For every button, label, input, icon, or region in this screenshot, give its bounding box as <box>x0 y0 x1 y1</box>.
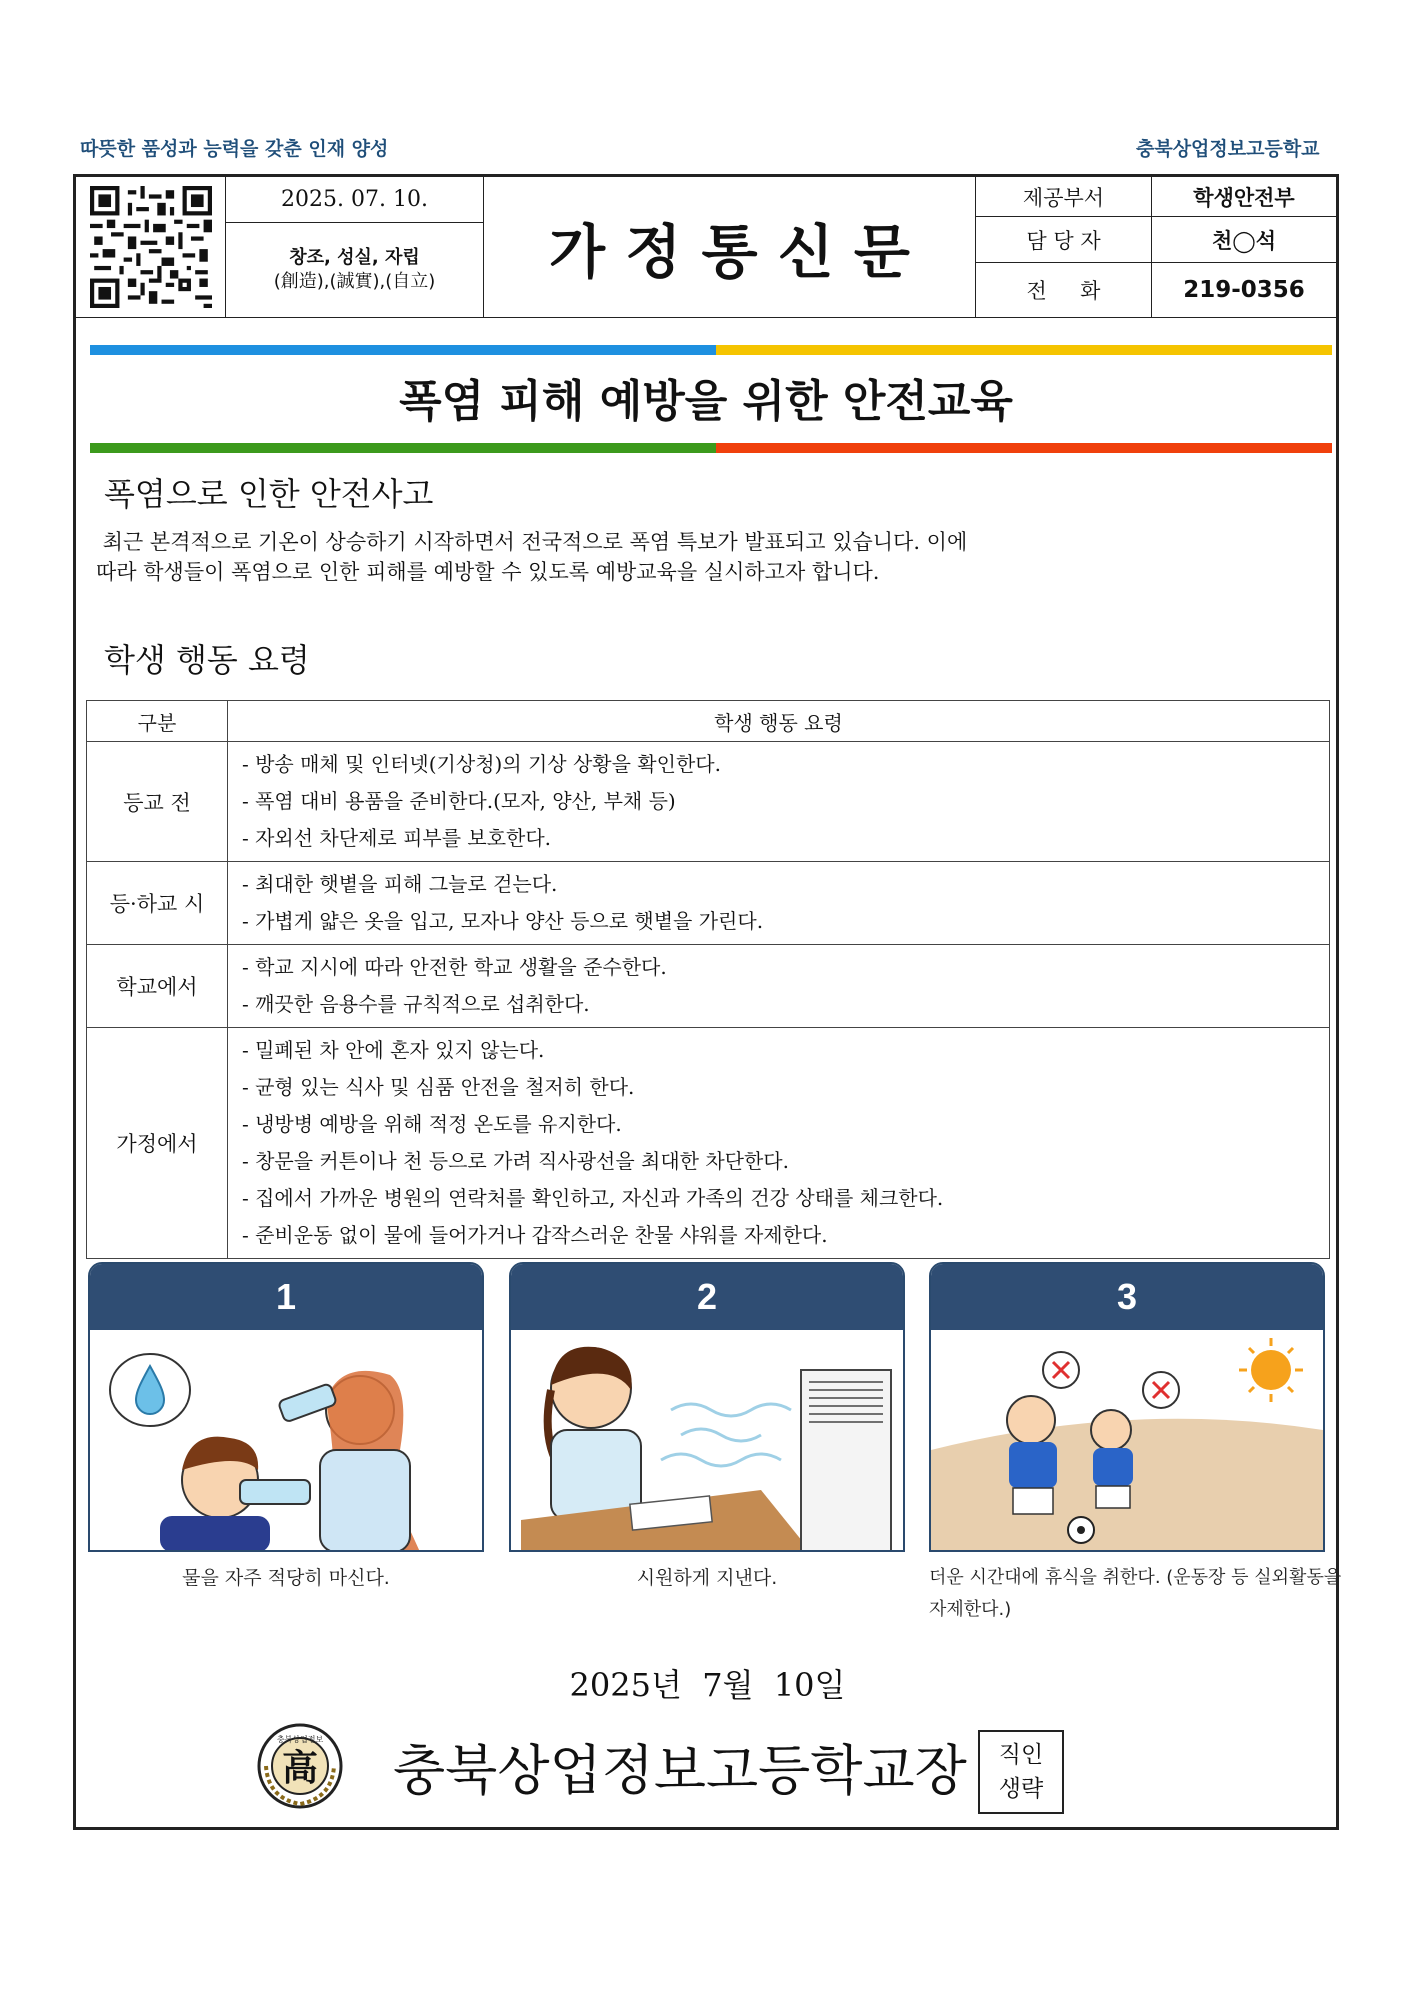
row-items <box>228 1028 1330 1259</box>
list-item: - 가볍게 얇은 옷을 입고, 모자나 양산 등으로 햇볕을 가린다. <box>242 909 764 933</box>
values-hanja: (創造),(誠實),(自立) <box>273 271 436 292</box>
caption-3-line-1: 더운 시간대에 휴식을 취한다. (운동장 등 실외활동을 <box>929 1567 1342 1588</box>
list-item: - 자외선 차단제로 피부를 보호한다. <box>242 826 552 850</box>
values-korean: 창조, 성실, 자립 <box>289 247 420 268</box>
panel-number: 1 <box>90 1264 482 1330</box>
caption-1: 물을 자주 적당히 마신다. <box>182 1567 390 1589</box>
seal-ring-text: 충북상업정보 <box>276 1735 324 1744</box>
list-item: - 최대한 햇볕을 피해 그늘로 걷는다. <box>242 872 558 896</box>
list-item: - 방송 매체 및 인터넷(기상청)의 기상 상황을 확인한다. <box>242 752 721 776</box>
qr-code-cell <box>76 177 226 318</box>
row-items <box>228 945 1330 1028</box>
issue-date: 2025. 07. 10. <box>226 177 484 223</box>
list-item: - 학교 지시에 따라 안전한 학교 생활을 준수한다. <box>242 955 667 979</box>
row-category: 가정에서 <box>87 1028 228 1259</box>
bottom-bar-red <box>716 443 1332 453</box>
table-header-row <box>87 701 1330 742</box>
info-label-phone: 전 화 <box>976 263 1152 318</box>
panel-number: 3 <box>931 1264 1323 1330</box>
illustration-panel-1 <box>88 1262 484 1552</box>
info-label-dept: 제공부서 <box>976 177 1152 217</box>
principal-name: 충북상업정보고등학교장 <box>393 1739 967 1802</box>
info-table <box>976 177 1336 318</box>
footer-date: 2025년 7월 10일 <box>569 1666 846 1704</box>
row-category: 등·하교 시 <box>87 862 228 945</box>
row-items <box>228 862 1330 945</box>
list-item: - 밀폐된 차 안에 혼자 있지 않는다. <box>242 1038 545 1062</box>
qr-code-icon[interactable] <box>87 186 215 308</box>
list-item: - 폭염 대비 용품을 준비한다.(모자, 양산, 부채 등) <box>242 789 676 813</box>
panel-number: 2 <box>511 1264 903 1330</box>
list-item: - 냉방병 예방을 위해 적정 온도를 유지한다. <box>242 1112 622 1136</box>
info-label-person: 담 당 자 <box>976 217 1152 263</box>
rest-in-shade-illustration <box>931 1330 1323 1552</box>
main-title: 폭염 피해 예방을 위한 안전교육 <box>399 376 1013 427</box>
cooling-illustration <box>511 1330 903 1552</box>
behavior-table <box>86 700 1330 1259</box>
info-value-person: 천◯석 <box>1152 217 1336 263</box>
bottom-bar-green <box>90 443 716 453</box>
list-item: - 균형 있는 식사 및 심품 안전을 철저히 한다. <box>242 1075 635 1099</box>
info-value-dept: 학생안전부 <box>1152 177 1336 217</box>
illustration-panel-2 <box>509 1262 905 1552</box>
list-item: - 준비운동 없이 물에 들어가거나 갑작스러운 찬물 샤워를 자제한다. <box>242 1223 828 1247</box>
school-seal <box>256 1722 344 1810</box>
list-item: - 집에서 가까운 병원의 연락처를 확인하고, 자신과 가족의 건강 상태를 체크한다. <box>242 1186 944 1210</box>
motto: 따뜻한 품성과 능력을 갖춘 인재 양성 <box>80 138 389 160</box>
table-row <box>87 945 1330 1028</box>
caption-3-line-2: 자제한다.) <box>929 1599 1012 1620</box>
stamp-line-2: 생략 <box>998 1776 1044 1802</box>
illustration-panel-3 <box>929 1262 1325 1552</box>
top-bar-blue <box>90 345 716 355</box>
table-row <box>87 1028 1330 1259</box>
header-block <box>76 177 1336 318</box>
top-bar-yellow <box>716 345 1332 355</box>
list-item: - 깨끗한 음용수를 규칙적으로 섭취한다. <box>242 992 590 1016</box>
seal-omitted-stamp <box>978 1730 1064 1814</box>
table-row <box>87 742 1330 862</box>
seal-character: 高 <box>281 1747 319 1789</box>
row-category: 학교에서 <box>87 945 228 1028</box>
table-row <box>87 862 1330 945</box>
section2-heading: 학생 행동 요령 <box>104 641 310 679</box>
paragraph-line-2: 따라 학생들이 폭염으로 인한 피해를 예방할 수 있도록 예방교육을 실시하고자 합니다. <box>96 560 880 584</box>
row-category: 등교 전 <box>87 742 228 862</box>
paragraph-line-1: 최근 본격적으로 기온이 상승하기 시작하면서 전국적으로 폭염 특보가 발표되고 있습니다. 이에 <box>96 530 968 554</box>
info-value-phone: 219-0356 <box>1152 263 1336 318</box>
caption-2: 시원하게 지낸다. <box>636 1567 778 1589</box>
school-name-top: 충북상업정보고등학교 <box>1136 138 1320 160</box>
col-header-category: 구분 <box>87 701 228 742</box>
school-seal-icon <box>256 1722 344 1810</box>
school-values <box>226 223 484 318</box>
stamp-line-1: 직인 <box>998 1742 1044 1768</box>
section1-heading: 폭염으로 인한 안전사고 <box>104 475 434 513</box>
row-items <box>228 742 1330 862</box>
section1-paragraph <box>96 527 1326 587</box>
list-item: - 창문을 커튼이나 천 등으로 가려 직사광선을 최대한 차단한다. <box>242 1149 789 1173</box>
col-header-actions: 학생 행동 요령 <box>228 701 1330 742</box>
drinking-water-illustration <box>90 1330 482 1552</box>
newsletter-title: 가 정 통 신 문 <box>484 177 976 318</box>
caption-3 <box>929 1562 1342 1626</box>
